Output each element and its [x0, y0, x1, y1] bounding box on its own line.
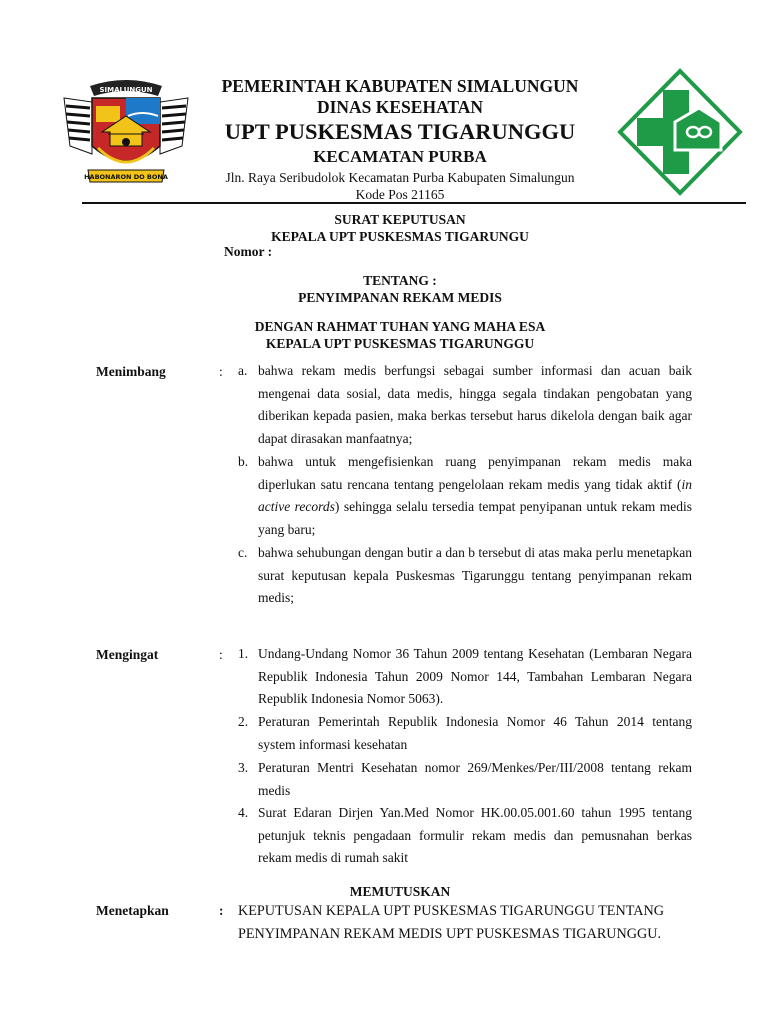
- list-item: [238, 643, 692, 711]
- item-marker: 1.: [238, 646, 249, 661]
- letterhead: [200, 76, 600, 203]
- mengingat-colon: :: [219, 647, 223, 662]
- decision-text: [238, 900, 698, 946]
- item-text-part: bahwa untuk mengefisienkan ruang penyimpanan rekam medis maka diperlukan satu rencana tentang pengelolaan rekam medis yang tidak aktif (: [258, 454, 692, 492]
- item-text-part: ) sehingga selalu tersedia tempat penyipanan untuk rekam medis yang baru;: [258, 499, 692, 537]
- item-marker: 4.: [238, 805, 249, 820]
- list-item: [238, 542, 692, 610]
- invocation: [200, 319, 600, 352]
- institution-name: UPT PUSKESMAS TIGARUNGGU: [224, 119, 576, 144]
- item-text: Peraturan Pemerintah Republik Indonesia Nomor 46 Tahun 2014 tentang system informasi kesehatan: [258, 714, 692, 752]
- list-item: [238, 711, 692, 756]
- list-item: [238, 757, 692, 802]
- subject-heading: TENTANG :: [363, 273, 437, 288]
- invocation-line-1: DENGAN RAHMAT TUHAN YANG MAHA ESA: [254, 319, 546, 334]
- item-text: Undang-Undang Nomor 36 Tahun 2009 tentang Kesehatan (Lembaran Negara Republik Indonesia Tahun 2009 Nomor 144, Tambahan Lembaran Negara Republik Indonesia Nomor 5063).: [258, 646, 692, 707]
- item-marker: 2.: [238, 714, 249, 729]
- decree-subject: [200, 273, 600, 306]
- menimbang-label: Menimbang: [96, 364, 166, 379]
- invocation-line-2: KEPALA UPT PUSKESMAS TIGARUNGGU: [265, 335, 535, 351]
- government-name: PEMERINTAH KABUPATEN SIMALUNGUN: [221, 76, 579, 96]
- address: Jln. Raya Seribudolok Kecamatan Purba Kabupaten Simalungun: [225, 170, 575, 185]
- item-text: bahwa rekam medis berfungsi sebagai sumber informasi dan acuan baik mengenai data sosial, data medis, hingga segala tindakan pengobatan yang diberikan kepada pasien, maka berkas tersebut harus dikelola dengan baik agar dapat dirasakan manfaatnya;: [258, 363, 692, 446]
- crest-top-text: SIMALUNGUN: [99, 86, 153, 94]
- item-marker: a.: [238, 363, 248, 378]
- list-item: [238, 802, 692, 870]
- decree-issuer: KEPALA UPT PUSKESMAS TIGARUNGU: [271, 228, 529, 244]
- subject-text: PENYIMPANAN REKAM MEDIS: [298, 289, 502, 305]
- item-marker: c.: [238, 545, 248, 560]
- district-name: KECAMATAN PURBA: [313, 147, 487, 166]
- item-text: Peraturan Mentri Kesehatan nomor 269/Menkes/Per/III/2008 tentang rekam medis: [258, 760, 692, 798]
- department-name: DINAS KESEHATAN: [316, 97, 484, 117]
- letterhead-divider: [82, 202, 746, 204]
- decree-type: SURAT KEPUTUSAN: [334, 212, 466, 227]
- item-text: [258, 451, 692, 541]
- menetapkan-label: Menetapkan: [96, 903, 169, 918]
- decision-heading: MEMUTUSKAN: [349, 884, 451, 899]
- decision-line-1: KEPUTUSAN KEPALA UPT PUSKESMAS TIGARUNGGU TENTANG: [238, 903, 664, 919]
- postal-code: Kode Pos 21165: [355, 187, 445, 202]
- item-text: bahwa sehubungan dengan butir a dan b tersebut di atas maka perlu menetapkan surat keputusan kepala Puskesmas Tigarunggu tentang penyimpanan rekam medis;: [258, 545, 692, 606]
- list-item: [238, 360, 692, 450]
- item-text-italic: in active records: [258, 476, 692, 515]
- decree-title: [200, 212, 600, 245]
- item-text: Surat Edaran Dirjen Yan.Med Nomor HK.00.05.001.60 tahun 1995 tentang petunjuk teknis pengadaan formulir rekam medis dan pemusnahan berkas rekam medis di rumah sakit: [258, 805, 692, 866]
- mengingat-label: Mengingat: [96, 647, 159, 662]
- simalungun-crest-icon: [62, 76, 190, 188]
- list-item: [238, 451, 692, 541]
- item-marker: b.: [238, 454, 249, 469]
- menetapkan-colon: :: [219, 903, 224, 918]
- decision-line-2: PENYIMPANAN REKAM MEDIS UPT PUSKESMAS TIGARUNGGU.: [238, 926, 662, 942]
- crest-motto-text: HABONARON DO BONA: [84, 173, 168, 181]
- menimbang-colon: :: [219, 364, 223, 379]
- puskesmas-logo-icon: [617, 68, 743, 196]
- decree-number: Nomor :: [224, 244, 273, 259]
- item-marker: 3.: [238, 760, 249, 775]
